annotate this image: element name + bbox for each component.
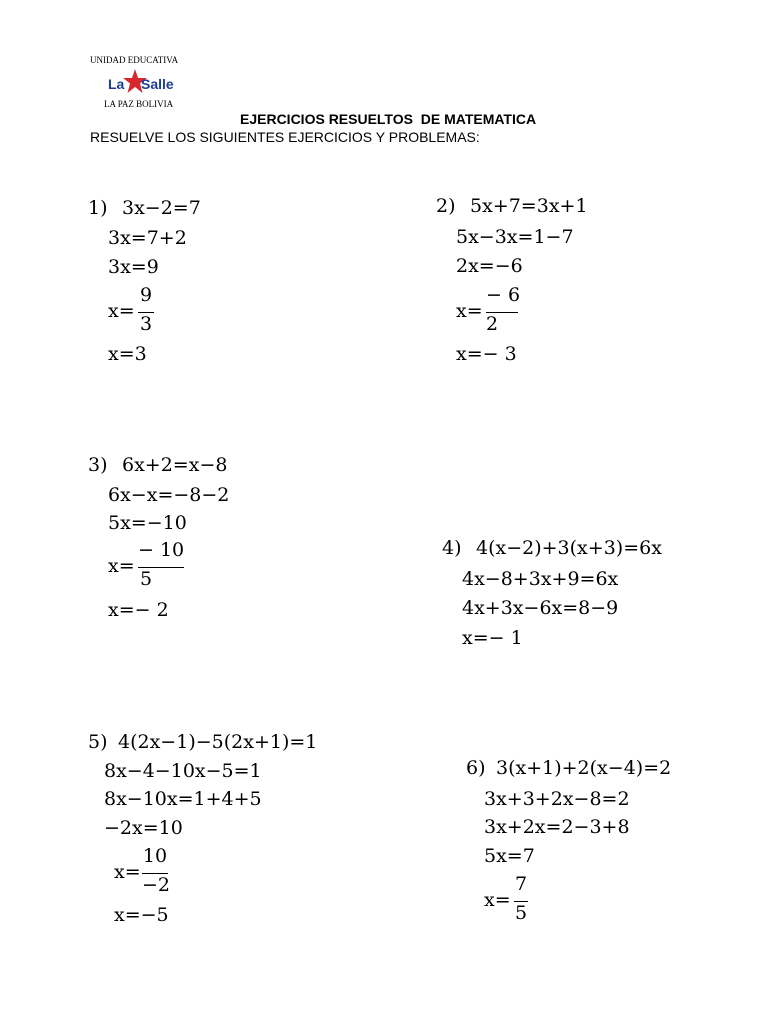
- fraction-lhs: x=: [108, 300, 135, 322]
- solution-step: 6x−x=−8−2: [108, 484, 230, 506]
- solution-result: x=−5: [114, 904, 169, 926]
- exercise-number: 2): [436, 195, 456, 217]
- school-name: UNIDAD EDUCATIVA: [90, 55, 179, 65]
- solution-step: 4x+3x−6x=8−9: [462, 597, 619, 619]
- fraction-lhs: x=: [108, 555, 135, 577]
- solution-step: 3x+2x=2−3+8: [484, 816, 630, 838]
- fraction-denominator: 3: [139, 313, 153, 335]
- fraction-denominator: 5: [139, 568, 153, 590]
- school-logo: [108, 68, 188, 96]
- solution-step: 2x=−6: [456, 255, 523, 277]
- fraction-denominator: 5: [514, 902, 528, 924]
- exercise-equation: 4(x−2)+3(x+3)=6x: [476, 537, 662, 559]
- solution-step: 5x=7: [484, 845, 535, 867]
- exercise-equation: 5x+7=3x+1: [470, 195, 588, 217]
- solution-step: 4x−8+3x+9=6x: [462, 568, 619, 590]
- fraction-denominator: −2: [142, 874, 171, 896]
- logo-text-salle: Salle: [141, 76, 174, 92]
- logo-text-la: La: [108, 76, 125, 92]
- fraction-numerator: 10: [142, 845, 168, 867]
- solution-step: 3x=7+2: [108, 227, 187, 249]
- page-subtitle: RESUELVE LOS SIGUIENTES EJERCICIOS Y PROBLEMAS:: [90, 129, 480, 145]
- solution-step: 8x−4−10x−5=1: [104, 760, 262, 782]
- exercise-equation: 4(2x−1)−5(2x+1)=1: [118, 731, 318, 753]
- fraction-lhs: x=: [114, 861, 141, 883]
- exercise-number: 3): [88, 454, 108, 476]
- fraction-lhs: x=: [456, 300, 483, 322]
- school-city: LA PAZ BOLIVIA: [104, 99, 174, 109]
- solution-step: 5x=−10: [108, 512, 187, 534]
- solution-step: 8x−10x=1+4+5: [104, 788, 262, 810]
- solution-step: −2x=10: [104, 817, 183, 839]
- fraction-numerator: 7: [514, 873, 528, 895]
- exercise-equation: 3x−2=7: [122, 197, 201, 219]
- fraction-denominator: 2: [486, 313, 499, 335]
- exercise-number: 5): [88, 731, 108, 753]
- fraction-numerator: 9: [139, 284, 153, 306]
- solution-result: x=3: [108, 343, 147, 365]
- solution-result: x=− 2: [108, 599, 169, 621]
- fraction-numerator: − 10: [138, 539, 185, 561]
- solution-result: x=− 3: [456, 343, 517, 365]
- page-title: EJERCICIOS RESUELTOS DE MATEMATICA: [240, 111, 537, 127]
- fraction-numerator: − 6: [486, 284, 521, 306]
- solution-result: x=− 1: [462, 627, 523, 649]
- exercise-equation: 3(x+1)+2(x−4)=2: [496, 757, 672, 779]
- solution-step: 3x=9: [108, 256, 159, 278]
- exercise-equation: 6x+2=x−8: [122, 454, 228, 476]
- fraction-lhs: x=: [484, 889, 511, 911]
- exercise-number: 6): [466, 757, 486, 779]
- solution-step: 5x−3x=1−7: [456, 226, 574, 248]
- exercise-number: 1): [88, 197, 108, 219]
- solution-step: 3x+3+2x−8=2: [484, 788, 630, 810]
- exercise-number: 4): [442, 537, 462, 559]
